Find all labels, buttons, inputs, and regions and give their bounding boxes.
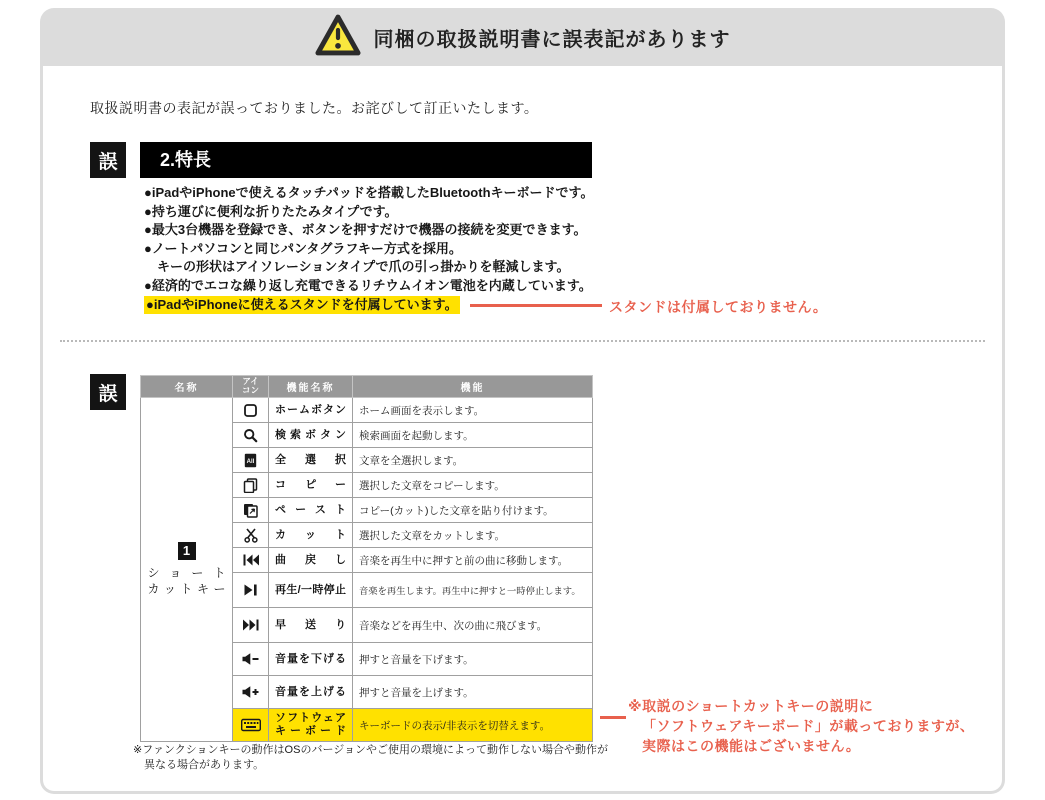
col-header-name: 名称 bbox=[141, 376, 233, 398]
function-name: 音量を下げる bbox=[269, 643, 353, 676]
function-name: 曲戻し bbox=[269, 548, 353, 573]
play-pause-icon bbox=[233, 573, 269, 608]
annotation-line: ※取説のショートカットキーの説明に bbox=[628, 698, 874, 714]
notice-title: 同梱の取扱説明書に誤表記があります bbox=[373, 28, 731, 51]
function-name: 再生/一時停止 bbox=[269, 573, 353, 608]
function-name: 検索ボタン bbox=[269, 423, 353, 448]
group-number-badge: 1 bbox=[178, 542, 196, 560]
feature-list bbox=[144, 184, 593, 314]
function-name: 早送り bbox=[269, 608, 353, 643]
paste-icon bbox=[233, 498, 269, 523]
copy-icon bbox=[233, 473, 269, 498]
feature-line: ●iPadやiPhoneで使えるタッチパッドを搭載したBluetoothキーボードです。 bbox=[144, 185, 594, 200]
function-desc: コピー(カット)した文章を貼り付けます。 bbox=[353, 498, 593, 523]
function-desc: 選択した文章をカットします。 bbox=[353, 523, 593, 548]
function-name: カット bbox=[269, 523, 353, 548]
feature-line: ●最大3台機器を登録でき、ボタンを押すだけで機器の接続を変更できます。 bbox=[144, 222, 587, 238]
function-name: 音量を上げる bbox=[269, 676, 353, 709]
feature-line: ●経済的でエコな繰り返し充電できるリチウムイオン電池を内蔵しています。 bbox=[144, 277, 592, 293]
software-keyboard-annotation bbox=[628, 696, 974, 756]
dotted-divider bbox=[60, 340, 985, 342]
annotation-line: 実際はこの機能はございません。 bbox=[642, 738, 861, 754]
function-desc: ホーム画面を表示します。 bbox=[353, 398, 593, 423]
error-badge-2: 誤 bbox=[90, 374, 126, 410]
col-header-icon: アイコン bbox=[233, 376, 269, 398]
shortcut-key-group-cell bbox=[141, 398, 233, 742]
software-keyboard-icon bbox=[233, 709, 269, 742]
error-badge-1: 誤 bbox=[90, 142, 126, 178]
table-row bbox=[141, 398, 593, 423]
svg-text:All: All bbox=[246, 458, 255, 465]
function-desc: 検索画面を起動します。 bbox=[353, 423, 593, 448]
function-name: ホームボタン bbox=[269, 398, 353, 423]
shortcut-key-table bbox=[140, 375, 593, 742]
function-name: コピー bbox=[269, 473, 353, 498]
feature-line: ●持ち運びに便利な折りたたみタイプです。 bbox=[144, 203, 398, 219]
col-header-function: 機能 bbox=[353, 376, 593, 398]
footnote-line: ※ファンクションキーの動作はOSのバージョンやご使用の環境によって動作しない場合や動作が bbox=[133, 744, 609, 756]
panel-header bbox=[40, 8, 1005, 66]
stand-annotation: スタンドは付属しておりません。 bbox=[609, 299, 828, 315]
select-all-icon bbox=[233, 448, 269, 473]
function-name: ソフトウェアキーボード bbox=[269, 709, 353, 742]
intro-text: 取扱説明書の表記が誤っておりました。お詫びして訂正いたします。 bbox=[90, 100, 539, 116]
connector-line-stand bbox=[470, 304, 602, 307]
connector-line-keyboard bbox=[600, 716, 626, 719]
col-header-function-name: 機能名称 bbox=[269, 376, 353, 398]
function-desc: 音楽を再生中に押すと前の曲に移動します。 bbox=[353, 548, 593, 573]
group-name-line: カットキー bbox=[147, 582, 226, 596]
cut-icon bbox=[233, 523, 269, 548]
function-desc: 音楽などを再生中、次の曲に飛びます。 bbox=[353, 608, 593, 643]
notice-panel bbox=[40, 8, 1005, 794]
section-title-bar: 2.特長 bbox=[140, 142, 592, 178]
function-desc: 選択した文章をコピーします。 bbox=[353, 473, 593, 498]
fast-forward-icon bbox=[233, 608, 269, 643]
function-desc: 押すと音量を上げます。 bbox=[353, 676, 593, 709]
panel-body bbox=[40, 66, 1005, 794]
search-icon bbox=[233, 423, 269, 448]
feature-line: ●ノートパソコンと同じパンタグラフキー方式を採用。 bbox=[144, 240, 462, 256]
feature-line: キーの形状はアイソレーションタイプで爪の引っ掛かりを軽減します。 bbox=[144, 259, 570, 275]
function-desc: 文章を全選択します。 bbox=[353, 448, 593, 473]
function-desc: 音楽を再生します。再生中に押すと一時停止します。 bbox=[353, 573, 593, 608]
footnote-line: 異なる場合があります。 bbox=[144, 759, 265, 771]
function-desc: キーボードの表示/非表示を切替えます。 bbox=[353, 709, 593, 742]
function-desc: 押すと音量を下げます。 bbox=[353, 643, 593, 676]
previous-track-icon bbox=[233, 548, 269, 573]
group-name-line: ショート bbox=[147, 566, 226, 580]
volume-up-icon bbox=[233, 676, 269, 709]
function-name: ペースト bbox=[269, 498, 353, 523]
home-icon bbox=[233, 398, 269, 423]
annotation-line: 「ソフトウェアキーボード」が載っておりますが、 bbox=[642, 718, 975, 734]
highlighted-feature: ●iPadやiPhoneに使えるスタンドを付属しています。 bbox=[146, 296, 458, 312]
warning-triangle-icon bbox=[315, 14, 361, 61]
function-name: 全選択 bbox=[269, 448, 353, 473]
function-key-footnote bbox=[133, 743, 608, 773]
volume-down-icon bbox=[233, 643, 269, 676]
table-header-row bbox=[141, 376, 593, 398]
